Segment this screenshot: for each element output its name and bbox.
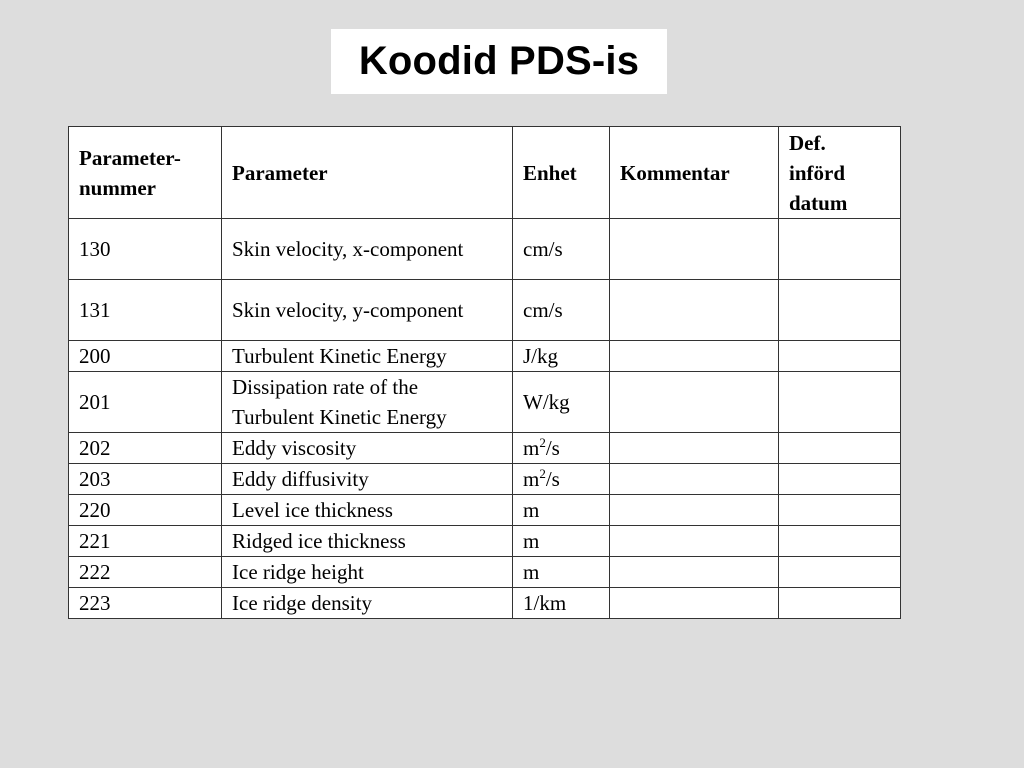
header-parameter-number-line2: nummer [79,175,156,200]
table-row [69,372,901,433]
cell-unit: m [513,495,610,526]
cell-date [779,526,901,557]
cell-unit [513,464,610,495]
cell-parameter: Skin velocity, x-component [222,219,513,280]
cell-comment [610,526,779,557]
parameter-codes-table [68,126,901,619]
header-date-line1: Def. [789,130,826,155]
cell-number: 221 [69,526,222,557]
header-comment: Kommentar [610,127,779,219]
cell-comment [610,433,779,464]
cell-number: 130 [69,219,222,280]
table-row [69,280,901,341]
cell-date [779,464,901,495]
cell-date [779,219,901,280]
cell-parameter: Level ice thickness [222,495,513,526]
cell-parameter: Eddy diffusivity [222,464,513,495]
cell-unit: cm/s [513,219,610,280]
unit-exponent: 2 [539,435,546,450]
title-box [331,29,667,94]
cell-date [779,557,901,588]
cell-parameter: Turbulent Kinetic Energy [222,341,513,372]
header-unit: Enhet [513,127,610,219]
cell-date [779,280,901,341]
cell-parameter: Skin velocity, y-component [222,280,513,341]
cell-unit: cm/s [513,280,610,341]
header-date [779,127,901,219]
cell-comment [610,372,779,433]
cell-unit [513,433,610,464]
cell-comment [610,219,779,280]
cell-comment [610,495,779,526]
unit-base: m [523,436,540,460]
cell-parameter: Ice ridge height [222,557,513,588]
cell-comment [610,464,779,495]
table-row [69,495,901,526]
table-row [69,526,901,557]
cell-number: 223 [69,588,222,619]
cell-unit: m [513,557,610,588]
cell-comment [610,557,779,588]
table-row [69,557,901,588]
unit-tail: /s [545,467,560,491]
header-parameter-number [69,127,222,219]
header-date-line3: datum [789,190,848,215]
page-title: Koodid PDS-is [358,39,640,83]
cell-unit: m [513,526,610,557]
cell-parameter: Ice ridge density [222,588,513,619]
cell-number: 222 [69,557,222,588]
cell-number: 203 [69,464,222,495]
cell-comment [610,280,779,341]
unit-exponent: 2 [539,466,546,481]
cell-comment [610,588,779,619]
cell-unit: W/kg [513,372,610,433]
cell-unit: J/kg [513,341,610,372]
cell-date [779,588,901,619]
cell-date [779,495,901,526]
cell-number: 131 [69,280,222,341]
header-date-line2: införd [789,160,846,185]
cell-date [779,433,901,464]
cell-date [779,341,901,372]
cell-number: 200 [69,341,222,372]
cell-date [779,372,901,433]
table-row [69,588,901,619]
table-row [69,219,901,280]
header-parameter: Parameter [222,127,513,219]
cell-number: 202 [69,433,222,464]
cell-parameter: Dissipation rate of the Turbulent Kinetic Energy [222,372,513,433]
cell-parameter: Eddy viscosity [222,433,513,464]
cell-comment [610,341,779,372]
unit-tail: /s [545,436,560,460]
cell-number: 201 [69,372,222,433]
cell-number: 220 [69,495,222,526]
cell-parameter: Ridged ice thickness [222,526,513,557]
cell-unit: 1/km [513,588,610,619]
unit-base: m [523,467,540,491]
table-header-row [69,127,901,219]
header-parameter-number-line1: Parameter- [79,145,181,170]
table-row [69,433,901,464]
table-row [69,464,901,495]
table-row [69,341,901,372]
